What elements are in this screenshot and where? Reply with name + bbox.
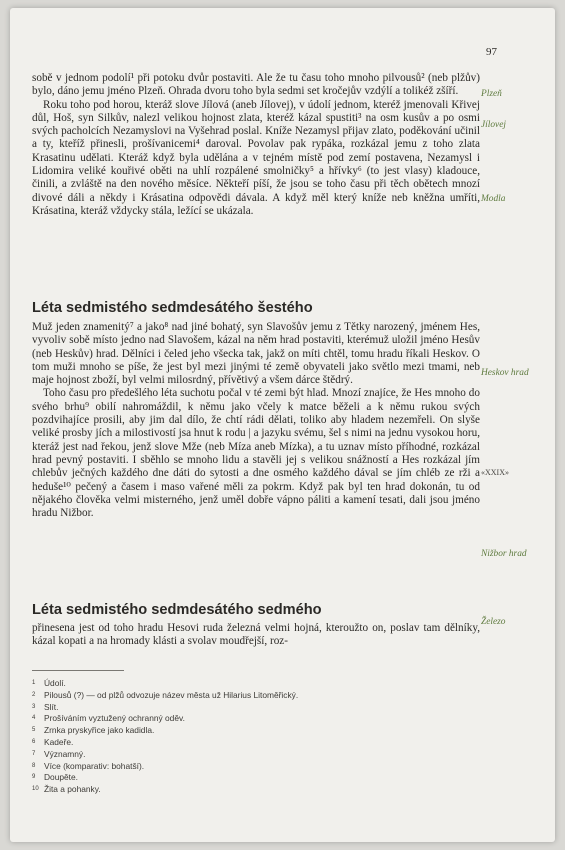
footnote: 7 Významný. bbox=[32, 748, 86, 759]
paragraph: Muž jeden znamenitý⁷ a jako⁸ nad jiné bohatý, syn Slavošův jemu z Tětky narozený, jménem Hes, vyvoliv sobě místo jedno nad Slavošem, kázal na něm hrad postaviti, kterémuž uložil jméno Hesův (neb Heskův) hrad. Dělníci i čeled jeho všecka tak, jakž on míti chtěl, tomu hradu říkali Heskov. O tom muži mnoho se píše, že jest byl mezi jinými té země obyvateli jako světlo mezi tmami, neb maje hojnost zboží, byl velmi milosrdný, přívětivý a všem dárce štědrý. bbox=[32, 321, 480, 387]
section-heading: Léta sedmistého sedmdesátého sedmého bbox=[32, 602, 322, 618]
margin-note-zelezo: Železo bbox=[481, 617, 506, 627]
footnote: 1 Údolí. bbox=[32, 678, 66, 688]
margin-note-jilovej: Jílovej bbox=[481, 120, 506, 130]
margin-note-modla: Modla bbox=[481, 194, 506, 204]
section-heading: Léta sedmistého sedmdesátého šestého bbox=[32, 300, 313, 316]
footnote: 10 Žita a pohanky. bbox=[32, 784, 101, 795]
paragraph: Toho času pro předešlého léta suchotu počal v té zemi být hlad. Mnozí znajíce, že Hes mnoho do svého brhu⁹ obilí nahromáždil, k němu jako včely k matce běželi a k němu rukou svých pozdvihajíce prosili, aby jim dal dílo, že chtí rádi dělati, toliko aby hladem nezemřeli. On slyše veliké prosby jích a milostivostí jsa hnut k rodu | a jazyku svému, šel s nimi na jednu vysokou horu, kteráž jest nad řekou, jenž slove Mže (neb Míza aneb Mízka), a tu uznav místo příhodné, rozkázal hrad pevný postaviti. I sběhlo se mnoho lidu a stavěli jej s velikou snážností a Hes rozkázal jím chlebův ječných každého dne dáti do sytosti a dne osmého každého dával se jím chléb ze rži a heduše¹⁰ pečený a časem i maso vařené měli za pokrm. Když pak byl ten hrad dokonán, tu od nějakého člověka velmi misterného, jenž uměl dobře vápno páliti a kamení tesati, dali jsou jméno hradu Nižbor. bbox=[32, 387, 480, 520]
section-776 bbox=[32, 300, 480, 520]
paragraph: sobě v jednom podolí¹ při potoku dvůr postaviti. Ale že tu času toho mnoho pilvousů² (neb plžův) bylo, dáno jemu jméno Plzeň. Ohrada dvoru toho byla sedmi set kročejův vzdýlí a tolikéž zšíří. bbox=[32, 72, 480, 98]
footnote: 2 Pilousů (?) — od plžů odvozuje název města už Hilarius Litoměřický. bbox=[32, 689, 299, 700]
footnote: 8 Více (komparativ: bohatší). bbox=[32, 760, 145, 771]
footnote: 9 Doupěte. bbox=[32, 772, 78, 783]
section-777 bbox=[32, 602, 480, 649]
footnote: 5 Zrnka pryskyřice jako kadidla. bbox=[32, 725, 155, 736]
paragraph: Roku toho pod horou, kteráž slove Jílová (aneb Jílovej), v údolí jednom, kteréž jmenovali Křivej důl, Hoš, syn Silkův, nalezl velikou hojnost zlata, kteréž kázal spustiti³ na osm kusův a po osmi svých pacholcích Nezamyslovi na Vyšehrad poslal. Kníže Nezamysl přijav zlato, poděkování učinil a ty, kteříž přinesli, prošívanicemi⁴ daroval. Povolav pak rypáka, rozkázal jemu z toho zlata Krasatinu udělati. Kteráž když byla udělána a v tejném místě pod zemí postavena, Nezamysl i Lidomira veliké kouřivé oběti na uhlí rozpálené smolničky⁵ a hřívky⁶ (to jest vlasy) kladouce, činili, a zvláště na den nového měsíce. Někteří píší, že jsou se toho času při těch obětech mnozí divové dáli a někdy i Krásatina odpovědi dávala. A když měl který kníže neb kněžna umříti, Krásatina, kteráž vždycky stála, ležící se ukázala. bbox=[32, 98, 480, 217]
page-number: 97 bbox=[486, 46, 497, 58]
footnotes bbox=[32, 678, 452, 796]
footnote: 6 Kadeře. bbox=[32, 736, 74, 747]
margin-note-nizbor: Nižbor hrad bbox=[481, 549, 527, 559]
footnote: 3 Slít. bbox=[32, 701, 59, 712]
paragraph: přinesena jest od toho hradu Hesovi ruda železná velmi hojná, kteroužto on, poslav tam dělníky, kázal kopati a na hromady klásti a svolav moudřejší, roz- bbox=[32, 622, 480, 648]
margin-note-plzen: Plzeň bbox=[481, 89, 502, 99]
margin-note-heskov: Heskov hrad bbox=[481, 368, 529, 378]
footnote-divider bbox=[32, 670, 124, 671]
intro-text bbox=[32, 72, 480, 218]
book-page bbox=[10, 8, 555, 842]
margin-note-page-marker: «XXIX» bbox=[481, 468, 509, 477]
footnote: 4 Prošíváním vyztužený ochranný oděv. bbox=[32, 713, 185, 724]
